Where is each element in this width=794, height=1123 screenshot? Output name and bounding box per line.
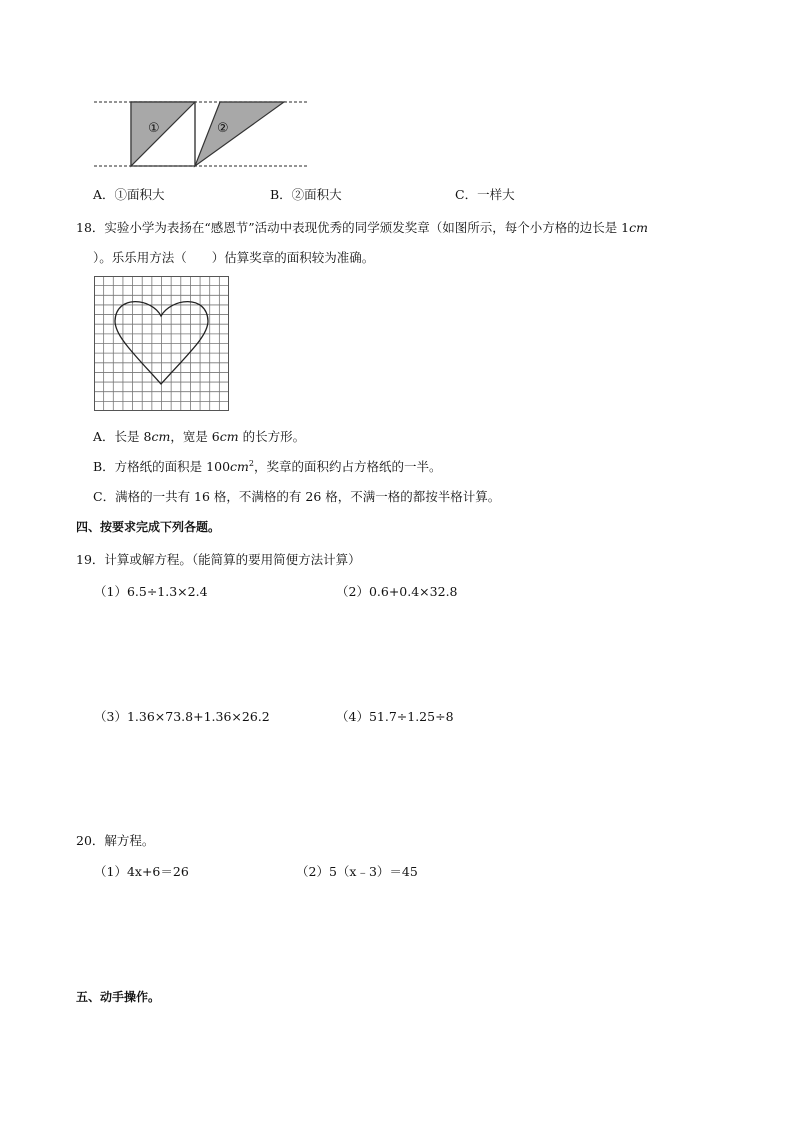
shape-2-label: ② <box>217 121 229 136</box>
q19-part-4: （4）51.7÷1.25÷8 <box>336 709 454 724</box>
q19-title: 19．计算或解方程。（能简算的要用简便方法计算） <box>76 552 361 567</box>
q18-option-b: B．方格纸的面积是 $100cm^2$，奖章的面积约占方格纸的一半。 <box>93 458 442 474</box>
q18-line-2: ）。乐乐用方法（ ）估算奖章的面积较为准确。 <box>93 250 375 265</box>
q17-option-c: C．一样大 <box>455 187 515 202</box>
q20-part-2: （2）5（x﹣3）＝45 <box>296 864 418 879</box>
q17-option-b: B．②面积大 <box>270 187 342 202</box>
heart-grid-figure <box>94 276 230 412</box>
q18-option-c: C．满格的一共有 16 格，不满格的有 26 格，不满一格的都按半格计算。 <box>93 489 501 504</box>
q18-line-1: 18．实验小学为表扬在“感恩节”活动中表现优秀的同学颁发奖章（如图所示，每个小方格的边长是 1cm <box>76 220 648 235</box>
section-4-heading: 四、按要求完成下列各题。 <box>76 520 221 534</box>
q19-part-1: （1）6.5÷1.3×2.4 <box>94 584 208 599</box>
q19-part-3: （3）1.36×73.8+1.36×26.2 <box>94 709 270 724</box>
q20-title: 20．解方程。 <box>76 833 155 848</box>
q19-part-2: （2）0.6+0.4×32.8 <box>336 584 458 599</box>
parallelogram-figure <box>90 96 312 170</box>
q20-part-1: （1）4x+6＝26 <box>94 864 189 879</box>
q17-option-a: A．①面积大 <box>93 187 165 202</box>
shape-1-label: ① <box>148 121 160 136</box>
section-5-heading: 五、动手操作。 <box>76 990 161 1004</box>
q18-option-a: A．长是 8cm，宽是 6cm 的长方形。 <box>93 429 306 444</box>
